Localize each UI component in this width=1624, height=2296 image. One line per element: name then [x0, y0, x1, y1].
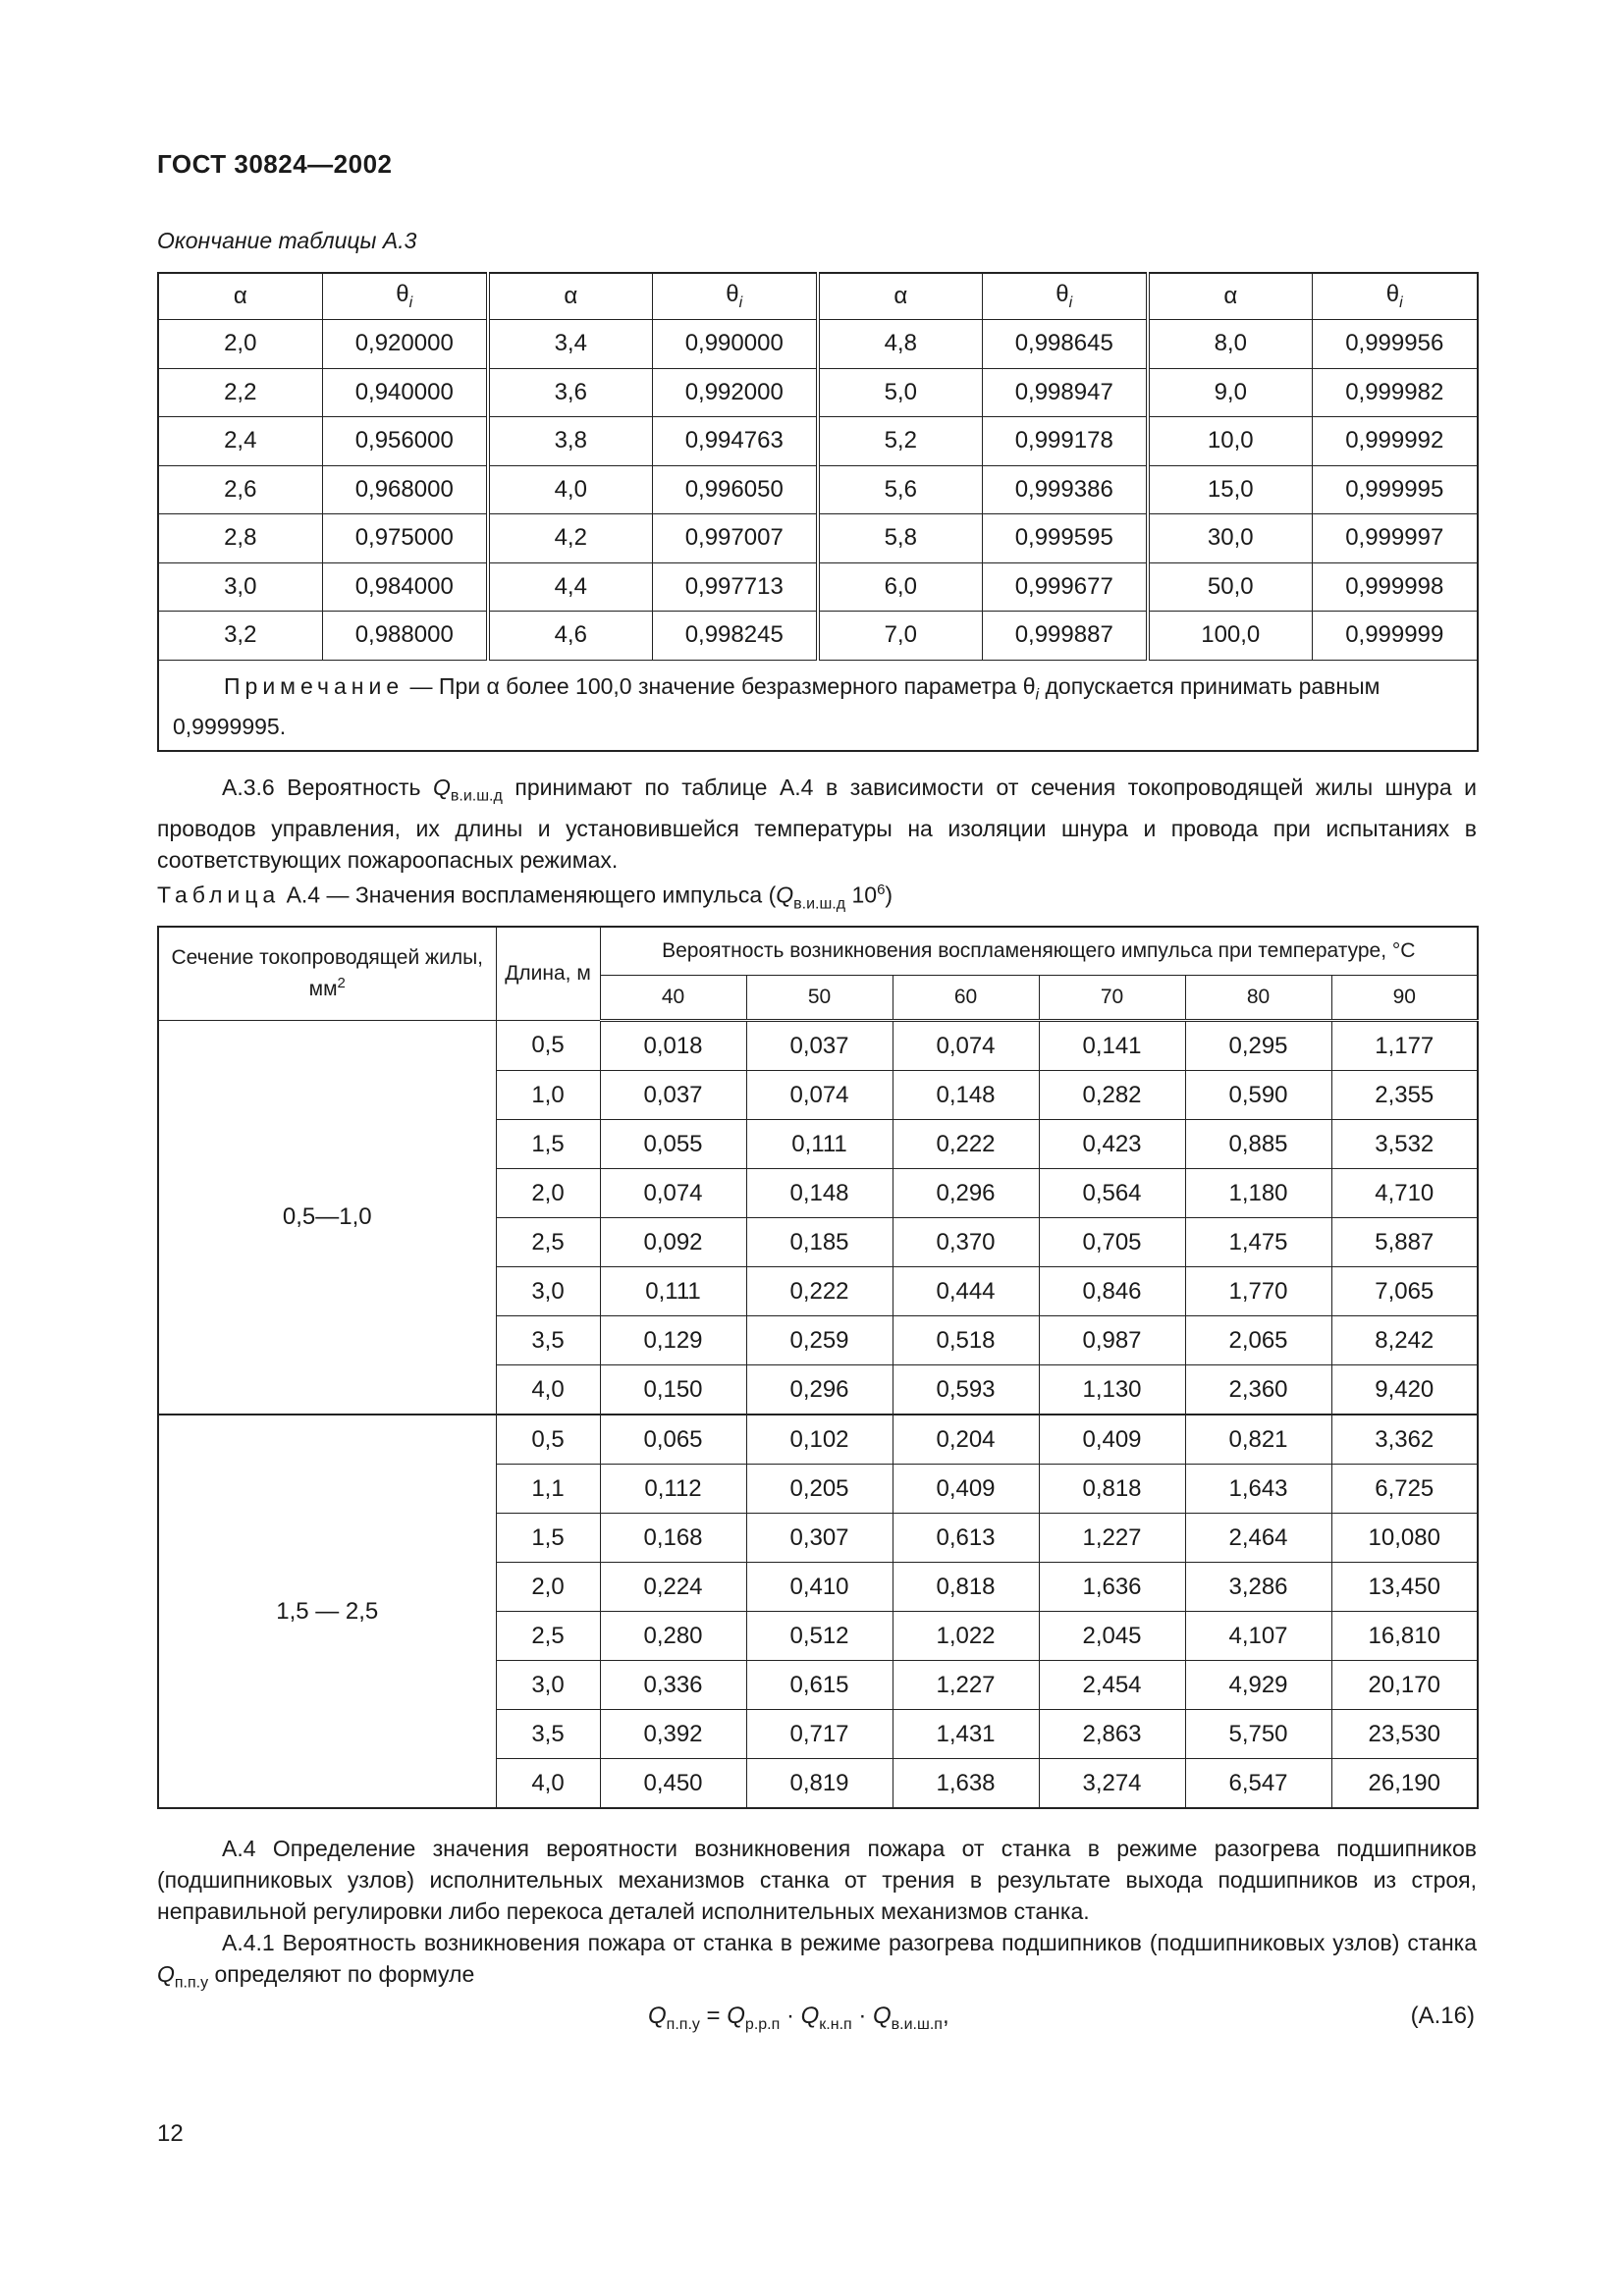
table-a4-value-cell: 3,274	[1039, 1759, 1185, 1809]
table-a3-cell: 0,999386	[982, 465, 1148, 514]
table-a3-cell: 5,0	[818, 368, 982, 417]
table-a4-caption: Таблица А.4 — Значения воспламеняющего импульса ($Q_{в.и.ш.д}$ $10^6$)	[157, 881, 893, 913]
table-a4-value-cell: 10,080	[1331, 1514, 1478, 1563]
table-a3-header-cell: α	[488, 273, 652, 320]
table-a4-value-cell: 1,770	[1185, 1267, 1331, 1316]
col-header-temp: 50	[746, 976, 893, 1021]
table-a4-value-cell: 1,130	[1039, 1365, 1185, 1415]
table-a4-value-cell: 0,259	[746, 1316, 893, 1365]
table-a4-value-cell: 0,450	[600, 1759, 746, 1809]
formula-expression: $Q_{п.п.у} = Q_{р.р.п} \cdot Q_{к.н.п} \cdot Q_{в.и.ш.п}$,	[648, 2002, 949, 2033]
table-a4-value-cell: 0,148	[893, 1071, 1039, 1120]
table-a3-cell: 0,999998	[1312, 562, 1478, 612]
table-a4-value-cell: 0,102	[746, 1415, 893, 1465]
table-a4-row	[158, 1415, 1478, 1465]
table-a4-length-cell: 4,0	[496, 1759, 600, 1809]
table-a4-value-cell: 0,409	[1039, 1415, 1185, 1465]
table-a4-length-cell: 2,5	[496, 1612, 600, 1661]
table-a3-cell: 2,0	[158, 320, 322, 369]
document-header: ГОСТ 30824—2002	[157, 149, 393, 179]
paragraph-a-4-1: А.4.1 Вероятность возникновения пожара от станка в режиме разогрева подшипников (подшипниковых узлов) станка $Q_{п.п.у}$ определяют по формуле	[157, 1930, 1477, 1992]
table-a3-cell: 0,994763	[652, 417, 818, 466]
table-a4-value-cell: 0,168	[600, 1514, 746, 1563]
table-a3-cell: 3,6	[488, 368, 652, 417]
table-a4-length-cell: 1,5	[496, 1120, 600, 1169]
formula-number: (А.16)	[1410, 2002, 1475, 2029]
table-a4-value-cell: 0,037	[746, 1021, 893, 1071]
table-a4-length-cell: 3,0	[496, 1661, 600, 1710]
table-a3-cell: 9,0	[1148, 368, 1312, 417]
table-a4-value-cell: 1,180	[1185, 1169, 1331, 1218]
paragraph-a-4: А.4 Определение значения вероятности возникновения пожара от станка в режиме разогрева подшипников (подшипниковых узлов) исполнительных механизмов станка от трения в результате выхода подшипников из строя, неправильной регулировки либо перекоса деталей исполнительных механизмов станка.	[157, 1836, 1477, 1924]
table-a3-cell: 2,2	[158, 368, 322, 417]
table-a4-value-cell: 1,636	[1039, 1563, 1185, 1612]
page-number: 12	[157, 2120, 184, 2147]
table-a4-value-cell: 0,818	[893, 1563, 1039, 1612]
table-a3-cell: 4,4	[488, 562, 652, 612]
table-a4-value-cell: 3,362	[1331, 1415, 1478, 1465]
table-a3-cell: 8,0	[1148, 320, 1312, 369]
table-a4-value-cell: 0,564	[1039, 1169, 1185, 1218]
table-a4-value-cell: 2,863	[1039, 1710, 1185, 1759]
table-a4-value-cell: 0,092	[600, 1218, 746, 1267]
col-header-section: Сечение токопроводящей жилы, $мм^2$	[158, 927, 496, 1021]
table-a4-value-cell: 16,810	[1331, 1612, 1478, 1661]
table-a4-value-cell: 0,111	[600, 1267, 746, 1316]
table-a4-value-cell: 0,885	[1185, 1120, 1331, 1169]
table-a4-value-cell: 0,717	[746, 1710, 893, 1759]
table-a4-value-cell: 4,710	[1331, 1169, 1478, 1218]
table-a4-value-cell: 0,370	[893, 1218, 1039, 1267]
table-a4-value-cell: 0,846	[1039, 1267, 1185, 1316]
table-a3-header-cell: α	[1148, 273, 1312, 320]
table-a4-value-cell: 0,296	[893, 1169, 1039, 1218]
table-a4-value-cell: 0,705	[1039, 1218, 1185, 1267]
table-a4-value-cell: 7,065	[1331, 1267, 1478, 1316]
table-a4-value-cell: 6,547	[1185, 1759, 1331, 1809]
table-a4-length-cell: 1,1	[496, 1465, 600, 1514]
col-header-probability: Вероятность возникновения воспламеняющего импульса при температуре, °С	[600, 927, 1478, 976]
table-a4-value-cell: 0,224	[600, 1563, 746, 1612]
table-a4-value-cell: 6,725	[1331, 1465, 1478, 1514]
table-a4-length-cell: 2,0	[496, 1563, 600, 1612]
table-a3	[157, 272, 1479, 752]
table-a4-value-cell: 1,643	[1185, 1465, 1331, 1514]
table-a4-length-cell: 2,5	[496, 1218, 600, 1267]
table-a4-value-cell: 2,464	[1185, 1514, 1331, 1563]
table-a3-cell: 0,999677	[982, 562, 1148, 612]
table-a4-value-cell: 1,431	[893, 1710, 1039, 1759]
table-a3-cell: 0,998947	[982, 368, 1148, 417]
table-a3-cell: 3,8	[488, 417, 652, 466]
table-a4-length-cell: 1,0	[496, 1071, 600, 1120]
table-a4-value-cell: 0,185	[746, 1218, 893, 1267]
table-a3-cell: 0,992000	[652, 368, 818, 417]
table-a4-length-cell: 4,0	[496, 1365, 600, 1415]
table-a3-cell: 0,984000	[322, 562, 488, 612]
table-a4-value-cell: 2,065	[1185, 1316, 1331, 1365]
table-a3-cell: 2,6	[158, 465, 322, 514]
table-a3-cell: 0,920000	[322, 320, 488, 369]
table-a3-header-cell: $\theta_i$	[652, 273, 818, 320]
table-a3-cell: 3,0	[158, 562, 322, 612]
table-a3-cell: 0,996050	[652, 465, 818, 514]
table-a3-cell: 5,6	[818, 465, 982, 514]
table-a4-value-cell: 5,750	[1185, 1710, 1331, 1759]
table-a3-cell: 0,999887	[982, 612, 1148, 661]
table-a4-value-cell: 0,074	[746, 1071, 893, 1120]
table-a4-value-cell: 1,022	[893, 1612, 1039, 1661]
table-a3-row	[158, 368, 1478, 417]
table-a4-value-cell: 0,222	[746, 1267, 893, 1316]
table-a4-value-cell: 0,282	[1039, 1071, 1185, 1120]
table-a4-value-cell: 0,821	[1185, 1415, 1331, 1465]
table-a4-value-cell: 20,170	[1331, 1661, 1478, 1710]
table-a3-cell: 0,988000	[322, 612, 488, 661]
table-a3-cell: 10,0	[1148, 417, 1312, 466]
table-a3-cell: 0,999178	[982, 417, 1148, 466]
table-a4	[157, 926, 1479, 1809]
table-a4-value-cell: 0,295	[1185, 1021, 1331, 1071]
table-a3-cell: 0,999956	[1312, 320, 1478, 369]
table-a3-note: Примечание — При α более 100,0 значение безразмерного параметра $\theta_i$ допускается принимать равным 0,9999995.	[158, 660, 1478, 751]
table-a3-cell: 4,6	[488, 612, 652, 661]
col-header-temp: 70	[1039, 976, 1185, 1021]
table-a4-value-cell: 0,590	[1185, 1071, 1331, 1120]
table-a3-caption: Окончание таблицы А.3	[157, 228, 417, 253]
table-a4-value-cell: 0,307	[746, 1514, 893, 1563]
table-a4-value-cell: 0,074	[600, 1169, 746, 1218]
table-a4-value-cell: 2,355	[1331, 1071, 1478, 1120]
col-header-temp: 40	[600, 976, 746, 1021]
table-a3-row	[158, 417, 1478, 466]
table-a3-cell: 4,0	[488, 465, 652, 514]
table-a3-row	[158, 514, 1478, 563]
table-a4-value-cell: 0,280	[600, 1612, 746, 1661]
table-a3-cell: 4,2	[488, 514, 652, 563]
table-a4-row	[158, 1021, 1478, 1071]
table-a4-value-cell: 0,423	[1039, 1120, 1185, 1169]
table-a4-section-cell: 1,5 — 2,5	[158, 1415, 496, 1808]
table-a4-value-cell: 0,987	[1039, 1316, 1185, 1365]
table-a3-header-cell: α	[158, 273, 322, 320]
table-a4-value-cell: 0,111	[746, 1120, 893, 1169]
table-a4-value-cell: 0,074	[893, 1021, 1039, 1071]
table-a4-value-cell: 0,410	[746, 1563, 893, 1612]
table-a3-cell: 5,8	[818, 514, 982, 563]
table-a3-cell: 0,999999	[1312, 612, 1478, 661]
table-a3-cell: 0,999992	[1312, 417, 1478, 466]
table-a4-length-cell: 2,0	[496, 1169, 600, 1218]
col-header-temp: 60	[893, 976, 1039, 1021]
table-a4-value-cell: 2,454	[1039, 1661, 1185, 1710]
table-a4-value-cell: 0,150	[600, 1365, 746, 1415]
table-a3-cell: 7,0	[818, 612, 982, 661]
table-a4-value-cell: 0,148	[746, 1169, 893, 1218]
col-header-temp: 90	[1331, 976, 1478, 1021]
table-a4-value-cell: 0,065	[600, 1415, 746, 1465]
table-a4-value-cell: 0,129	[600, 1316, 746, 1365]
table-a3-note-row	[158, 660, 1478, 751]
table-a3-header-row	[158, 273, 1478, 320]
table-a3-cell: 0,997713	[652, 562, 818, 612]
table-a3-cell: 100,0	[1148, 612, 1312, 661]
table-a4-value-cell: 0,512	[746, 1612, 893, 1661]
table-a4-value-cell: 0,392	[600, 1710, 746, 1759]
table-a4-value-cell: 0,409	[893, 1465, 1039, 1514]
table-a4-length-cell: 0,5	[496, 1415, 600, 1465]
table-a3-cell: 5,2	[818, 417, 982, 466]
table-a4-value-cell: 1,638	[893, 1759, 1039, 1809]
table-a4-value-cell: 8,242	[1331, 1316, 1478, 1365]
table-a3-cell: 0,999997	[1312, 514, 1478, 563]
table-a3-row	[158, 612, 1478, 661]
table-a4-value-cell: 0,112	[600, 1465, 746, 1514]
table-a4-value-cell: 0,444	[893, 1267, 1039, 1316]
table-a4-value-cell: 0,336	[600, 1661, 746, 1710]
table-a4-length-cell: 3,5	[496, 1710, 600, 1759]
table-a4-section-cell: 0,5—1,0	[158, 1021, 496, 1415]
table-a4-value-cell: 1,177	[1331, 1021, 1478, 1071]
table-a3-cell: 0,968000	[322, 465, 488, 514]
table-a4-value-cell: 0,018	[600, 1021, 746, 1071]
table-a4-value-cell: 26,190	[1331, 1759, 1478, 1809]
table-a3-cell: 0,956000	[322, 417, 488, 466]
table-a4-value-cell: 0,037	[600, 1071, 746, 1120]
table-a3-cell: 6,0	[818, 562, 982, 612]
table-a4-value-cell: 4,929	[1185, 1661, 1331, 1710]
table-a4-value-cell: 0,222	[893, 1120, 1039, 1169]
table-a4-length-cell: 3,5	[496, 1316, 600, 1365]
table-a4-value-cell: 0,818	[1039, 1465, 1185, 1514]
table-a3-cell: 15,0	[1148, 465, 1312, 514]
table-a4-value-cell: 0,204	[893, 1415, 1039, 1465]
table-a4-value-cell: 13,450	[1331, 1563, 1478, 1612]
table-a3-row	[158, 465, 1478, 514]
table-a3-cell: 2,4	[158, 417, 322, 466]
table-a4-value-cell: 0,613	[893, 1514, 1039, 1563]
table-a3-cell: 0,999595	[982, 514, 1148, 563]
table-a4-value-cell: 1,227	[1039, 1514, 1185, 1563]
table-a3-cell: 0,998245	[652, 612, 818, 661]
table-a4-value-cell: 3,532	[1331, 1120, 1478, 1169]
table-a3-cell: 4,8	[818, 320, 982, 369]
table-a4-value-cell: 0,055	[600, 1120, 746, 1169]
table-a4-value-cell: 1,227	[893, 1661, 1039, 1710]
table-a4-value-cell: 9,420	[1331, 1365, 1478, 1415]
table-a4-length-cell: 3,0	[496, 1267, 600, 1316]
table-a3-cell: 0,998645	[982, 320, 1148, 369]
table-a3-row	[158, 320, 1478, 369]
table-a3-header-cell: $\theta_i$	[322, 273, 488, 320]
table-a4-length-cell: 1,5	[496, 1514, 600, 1563]
table-a4-value-cell: 0,518	[893, 1316, 1039, 1365]
col-header-temp: 80	[1185, 976, 1331, 1021]
table-a4-value-cell: 2,045	[1039, 1612, 1185, 1661]
table-a3-cell: 0,990000	[652, 320, 818, 369]
table-a3-cell: 0,997007	[652, 514, 818, 563]
table-a4-value-cell: 3,286	[1185, 1563, 1331, 1612]
table-a3-header-cell: $\theta_i$	[1312, 273, 1478, 320]
table-a4-value-cell: 0,296	[746, 1365, 893, 1415]
table-a3-cell: 0,999982	[1312, 368, 1478, 417]
table-a3-cell: 0,940000	[322, 368, 488, 417]
table-a3-row	[158, 562, 1478, 612]
table-a3-cell: 3,4	[488, 320, 652, 369]
table-a4-value-cell: 1,475	[1185, 1218, 1331, 1267]
table-a3-cell: 50,0	[1148, 562, 1312, 612]
table-a3-cell: 0,999995	[1312, 465, 1478, 514]
table-a4-value-cell: 23,530	[1331, 1710, 1478, 1759]
table-a3-cell: 30,0	[1148, 514, 1312, 563]
table-a3-header-cell: α	[818, 273, 982, 320]
table-a4-value-cell: 0,819	[746, 1759, 893, 1809]
table-a3-header-cell: $\theta_i$	[982, 273, 1148, 320]
table-a4-value-cell: 4,107	[1185, 1612, 1331, 1661]
col-header-length: Длина, м	[496, 927, 600, 1021]
table-a4-value-cell: 0,593	[893, 1365, 1039, 1415]
table-a4-length-cell: 0,5	[496, 1021, 600, 1071]
table-a4-value-cell: 0,141	[1039, 1021, 1185, 1071]
table-a4-value-cell: 0,615	[746, 1661, 893, 1710]
paragraph-a-3-6: А.3.6 Вероятность $Q_{в.и.ш.д}$ принимают по таблице А.4 в зависимости от сечения токопроводящей жилы шнура и проводов управления, их длины и установившейся температуры на изоляции шнура и провода при испытаниях в соответствующих пожароопасных режимах.	[157, 774, 1477, 873]
table-a4-value-cell: 5,887	[1331, 1218, 1478, 1267]
table-a4-value-cell: 0,205	[746, 1465, 893, 1514]
table-a3-cell: 0,975000	[322, 514, 488, 563]
table-a4-value-cell: 2,360	[1185, 1365, 1331, 1415]
table-a3-cell: 2,8	[158, 514, 322, 563]
table-a3-cell: 3,2	[158, 612, 322, 661]
